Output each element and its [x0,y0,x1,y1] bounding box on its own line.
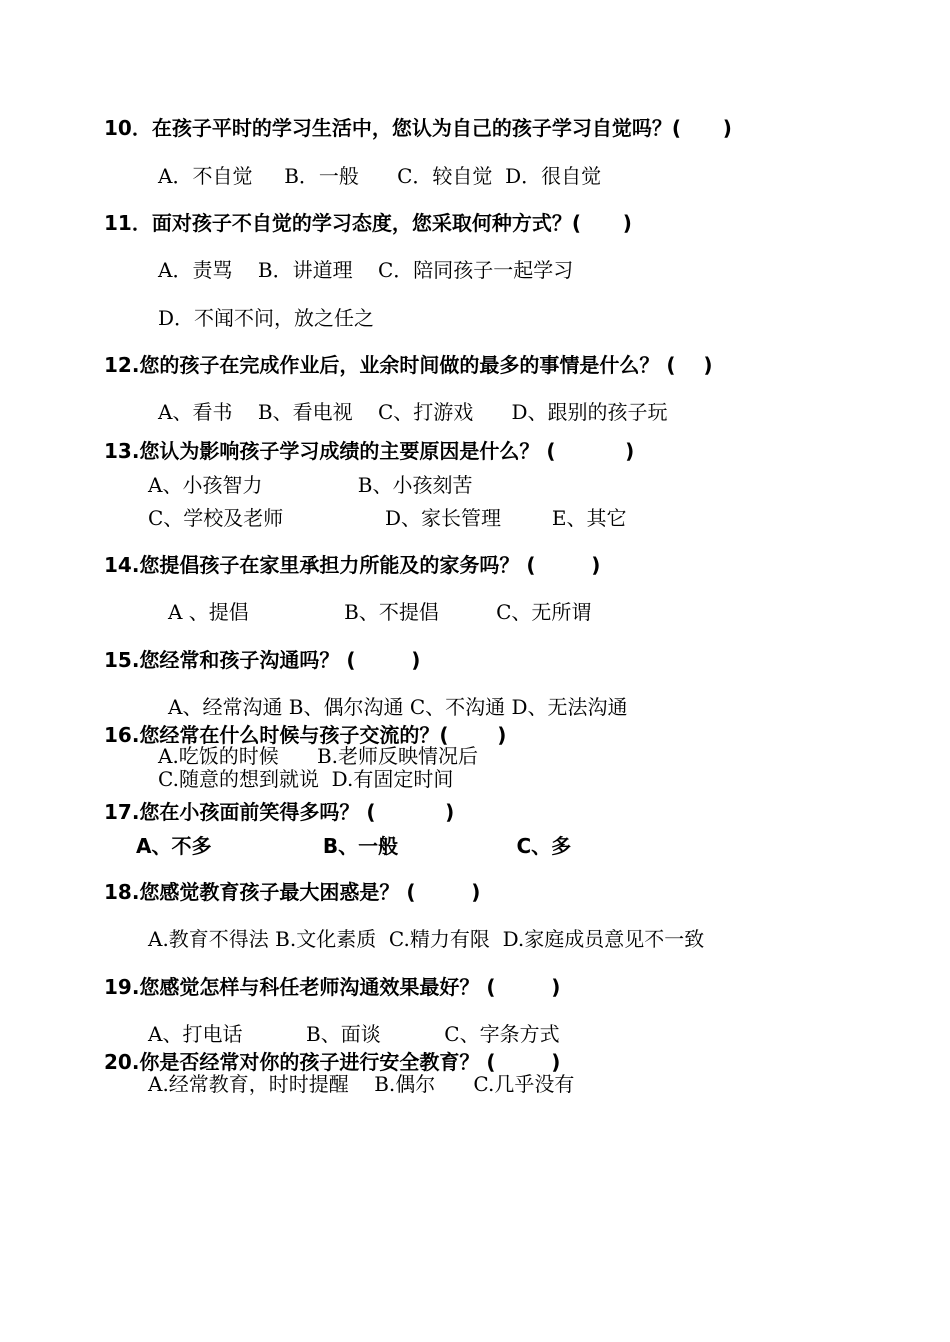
question-13-options: A、小孩智力 B、小孩刻苦 [148,473,473,497]
question-20-options: A.经常教育，时时提醒 B.偶尔 C.几乎没有 [148,1072,575,1096]
question-15-options: A、经常沟通 B、偶尔沟通 C、不沟通 D、无法沟通 [168,695,628,719]
question-19: 19.您感觉怎样与科任老师沟通效果最好？ ( ) [104,975,561,999]
question-10: 10．在孩子平时的学习生活中，您认为自己的孩子学习自觉吗？( ) [104,116,732,140]
question-20: 20.你是否经常对你的孩子进行安全教育？ ( ) [104,1050,561,1074]
question-17-options: A、不多 B、一般 C、多 [136,834,572,858]
question-12-options: A、看书 B、看电视 C、打游戏 D、跟别的孩子玩 [158,400,668,424]
question-15: 15.您经常和孩子沟通吗？ ( ) [104,648,421,672]
question-18: 18.您感觉教育孩子最大困惑是？ ( ) [104,880,481,904]
question-13: 13.您认为影响孩子学习成绩的主要原因是什么？ ( ) [104,439,635,463]
question-11: 11．面对孩子不自觉的学习态度，您采取何种方式？( ) [104,211,632,235]
question-14-options: A 、提倡 B、不提倡 C、无所谓 [168,600,592,624]
question-12: 12.您的孩子在完成作业后，业余时间做的最多的事情是什么？ ( ) [104,353,713,377]
question-13-options-2: C、学校及老师 D、家长管理 E、其它 [148,506,627,530]
question-11-options: A．责骂 B．讲道理 C．陪同孩子一起学习 [158,258,574,282]
question-11-options-2: D．不闻不问，放之任之 [158,306,375,330]
question-16-options-2: C.随意的想到就说 D.有固定时间 [158,767,454,791]
question-18-options: A.教育不得法 B.文化素质 C.精力有限 D.家庭成员意见不一致 [148,927,705,951]
question-10-options: A．不自觉 B．一般 C．较自觉 D．很自觉 [158,164,602,188]
question-14: 14.您提倡孩子在家里承担力所能及的家务吗？ ( ) [104,553,601,577]
question-19-options: A、打电话 B、面谈 C、字条方式 [148,1022,560,1046]
question-16-options: A.吃饭的时候 B.老师反映情况后 [158,744,478,768]
question-17: 17.您在小孩面前笑得多吗？ ( ) [104,800,455,824]
question-16: 16.您经常在什么时候与孩子交流的？( ) [104,723,507,747]
